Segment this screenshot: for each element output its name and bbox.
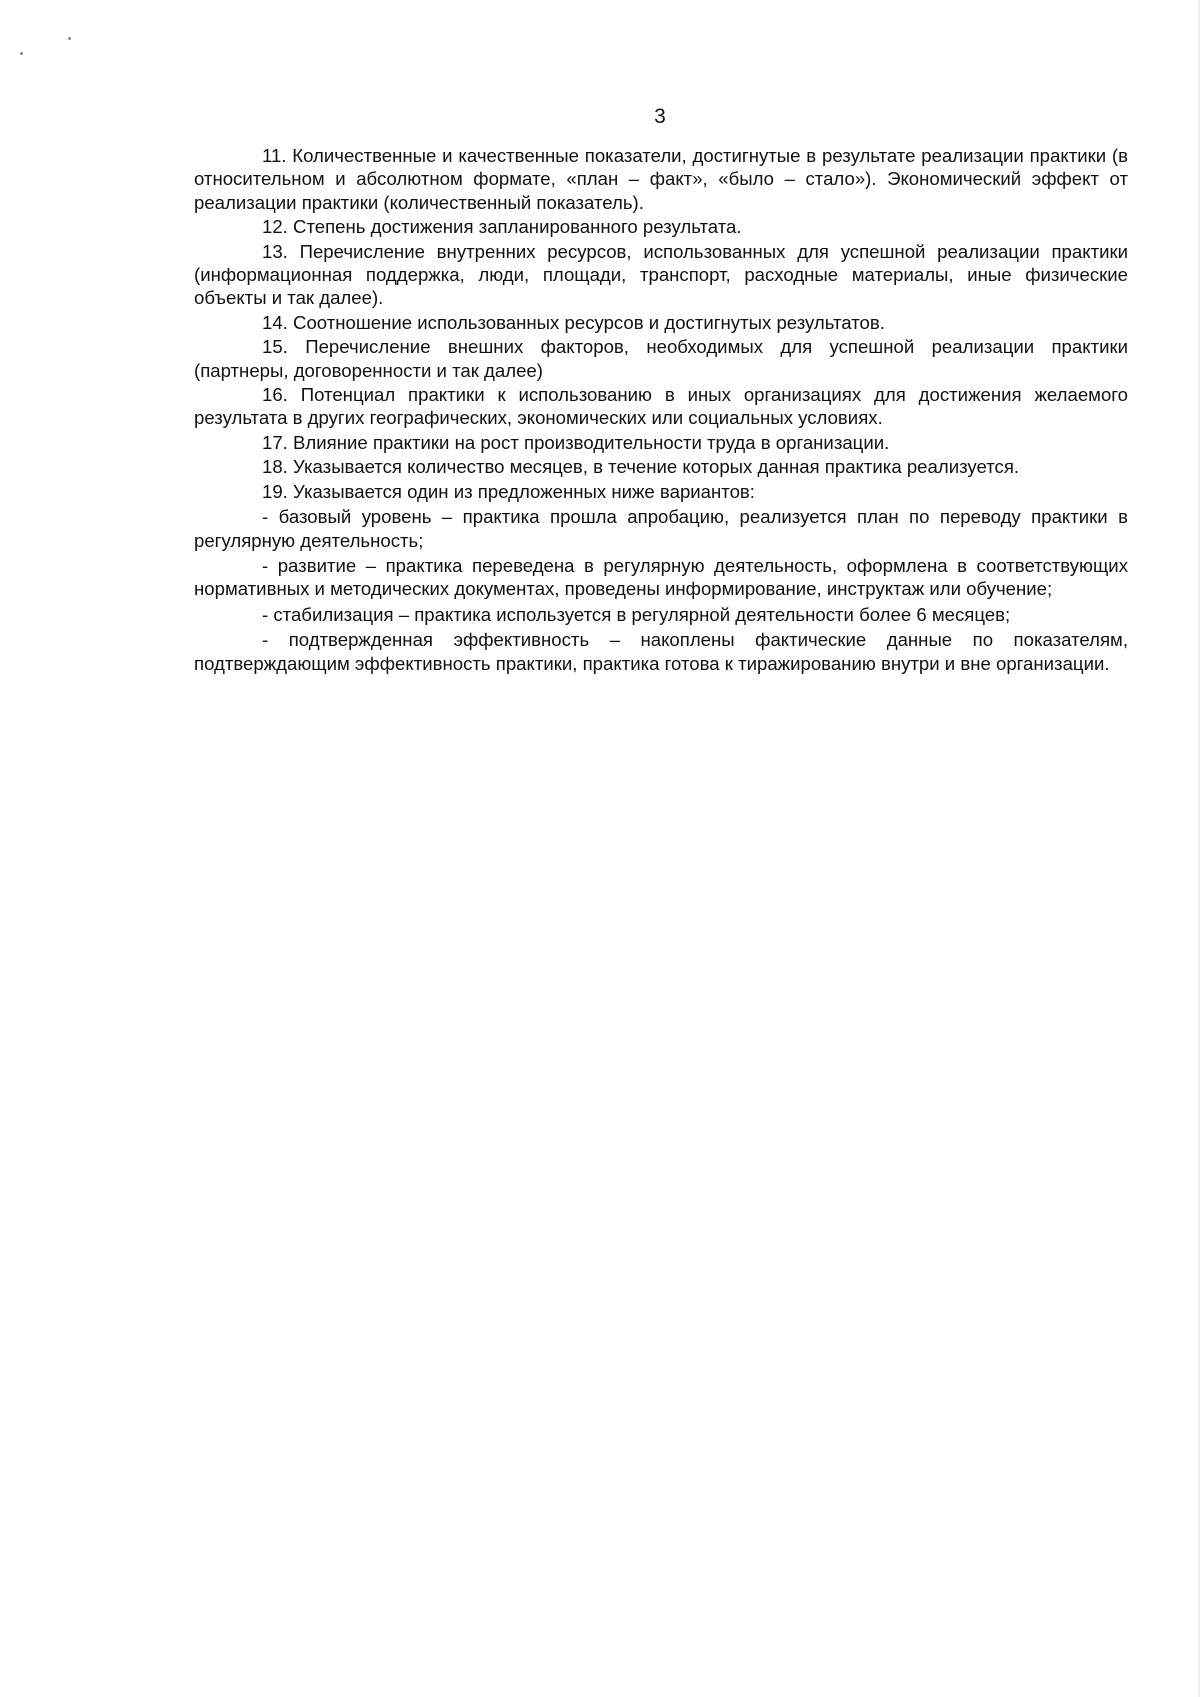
paragraph-item-13: 13. Перечисление внутренних ресурсов, использованных для успешной реализации практики (информационная поддержка, люди, площади, транспорт, расходные материалы, иные физические объекты и так далее).: [194, 240, 1128, 309]
page-number: 3: [654, 105, 666, 128]
scan-artifact-dot: [68, 37, 71, 40]
paragraph-item-16: 16. Потенциал практики к использованию в иных организациях для достижения желаемого результата в других географических, экономических или социальных условиях.: [194, 384, 1128, 429]
variant-development: - развитие – практика переведена в регулярную деятельность, оформлена в соответствующих нормативных и методических документах, проведены информирование, инструктаж или обучение;: [194, 554, 1128, 600]
scan-artifact-dot: [20, 52, 23, 55]
document-body: [194, 144, 1128, 675]
paragraph-item-18: 18. Указывается количество месяцев, в течение которых данная практика реализуется.: [262, 456, 1020, 478]
paragraph-item-19: 19. Указывается один из предложенных ниже вариантов:: [262, 480, 755, 502]
paragraph-item-11: 11. Количественные и качественные показатели, достигнутые в результате реализации практики (в относительном и абсолютном формате, «план – факт», «было – стало»). Экономический эффект от реализации практики (количественный показатель).: [194, 145, 1128, 213]
paragraph-item-17: 17. Влияние практики на рост производительности труда в организации.: [262, 431, 890, 453]
variant-stabilization: - стабилизация – практика используется в регулярной деятельности более 6 месяцев;: [262, 603, 1011, 625]
paragraph-item-14: 14. Соотношение использованных ресурсов и достигнутых результатов.: [262, 311, 885, 333]
paragraph-item-15: 15. Перечисление внешних факторов, необходимых для успешной реализации практики (партнеры, договоренности и так далее): [194, 336, 1128, 381]
paragraph-item-12: 12. Степень достижения запланированного результата.: [262, 216, 742, 238]
variant-confirmed-efficiency: - подтвержденная эффективность – накоплены фактические данные по показателям, подтверждающим эффективность практики, практика готова к тиражированию внутри и вне организации.: [194, 629, 1128, 674]
variant-base-level: - базовый уровень – практика прошла апробацию, реализуется план по переводу практики в регулярную деятельность;: [194, 506, 1128, 551]
